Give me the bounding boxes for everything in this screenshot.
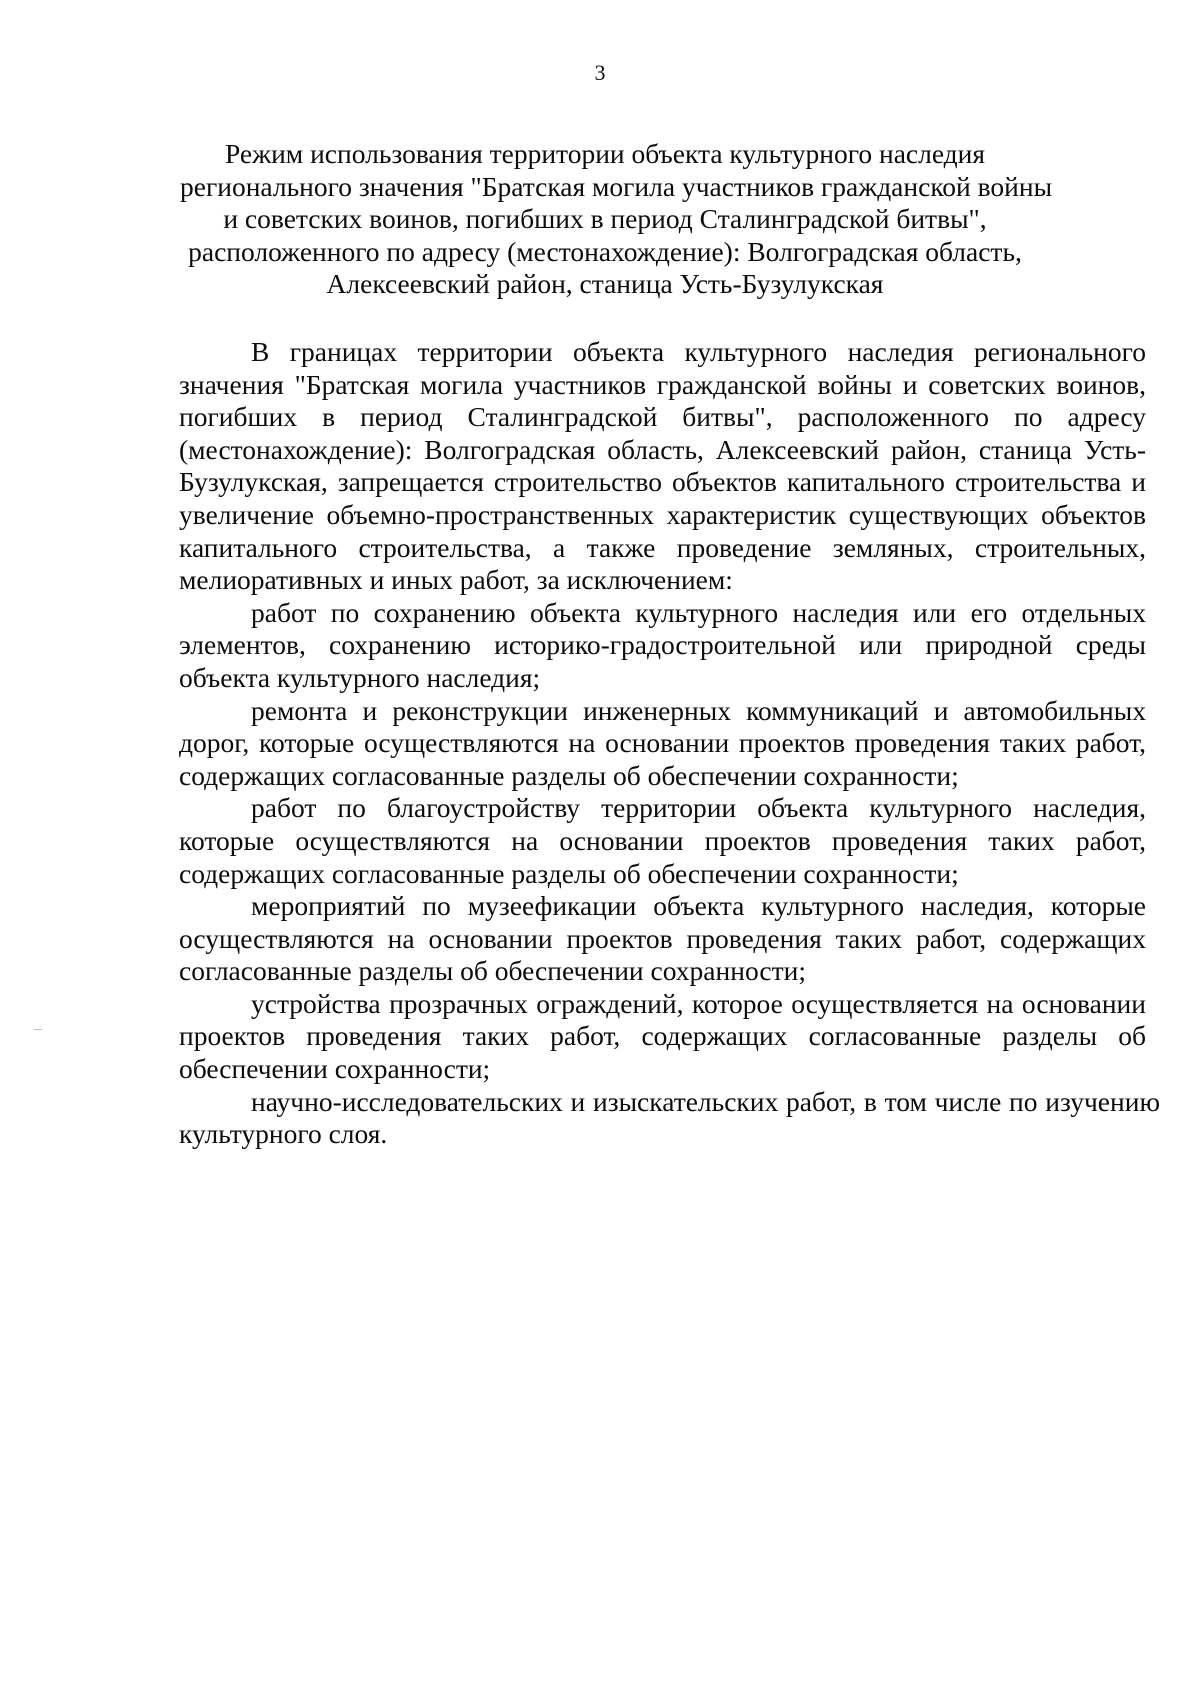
paragraph-restrictions: В границах территории объекта культурного наследия регионального значения "Братская могила участников гражданской войны и советских воинов, погибших в период Сталинградской битвы", расположенного по адресу (местонахождение): Волгоградская область, Алексеевский район, станица Усть-Бузулукская, запрещается строительство объектов капитального строительства и увеличение объемно-пространственных характеристик существующих объектов капитального строительства, а также проведение земляных, строительных, мелиоративных и иных работ, за исключением:: [179, 336, 1146, 596]
title-line: Режим использования территории объекта культурного наследия: [224, 138, 986, 169]
title-line: и советских воинов, погибших в период Сталинградской битвы",: [223, 203, 987, 234]
paragraph-exception-fencing: устройства прозрачных ограждений, которое осуществляется на основании проектов проведения таких работ, содержащих согласованные разделы об обеспечении сохранности;: [179, 987, 1146, 1085]
document-body: [179, 336, 1160, 1151]
paragraph-exception-repair: ремонта и реконструкции инженерных коммуникаций и автомобильных дорог, которые осуществляются на основании проектов проведения таких работ, содержащих согласованные разделы об обеспечении сохранности;: [179, 694, 1146, 791]
paragraph-exception-preservation: работ по сохранению объекта культурного наследия или его отдельных элементов, сохранению историко-градостроительной или природной среды объекта культурного наследия;: [179, 596, 1146, 693]
title-line: Алексеевский район, станица Усть-Бузулукская: [326, 268, 884, 299]
title-line: расположенного по адресу (местонахождение): Волгоградская область,: [188, 235, 1022, 267]
scan-artifact-mark: [34, 1029, 42, 1030]
paragraph-exception-landscaping: работ по благоустройству территории объекта культурного наследия, которые осуществляются на основании проектов проведения таких работ, содержащих согласованные разделы об обеспечении сохранности;: [179, 792, 1146, 889]
paragraph-exception-research: научно-исследовательских и изыскательских работ, в том числе по изучению культурного слоя.: [179, 1085, 1160, 1150]
paragraph-exception-museification: мероприятий по музеефикации объекта культурного наследия, которые осуществляются на основании проектов проведения таких работ, содержащих согласованные разделы об обеспечении сохранности;: [179, 890, 1146, 987]
document-title: [180, 138, 1053, 301]
title-line: регионального значения "Братская могила участников гражданской войны: [180, 170, 1053, 202]
page-number: 3: [594, 60, 606, 85]
